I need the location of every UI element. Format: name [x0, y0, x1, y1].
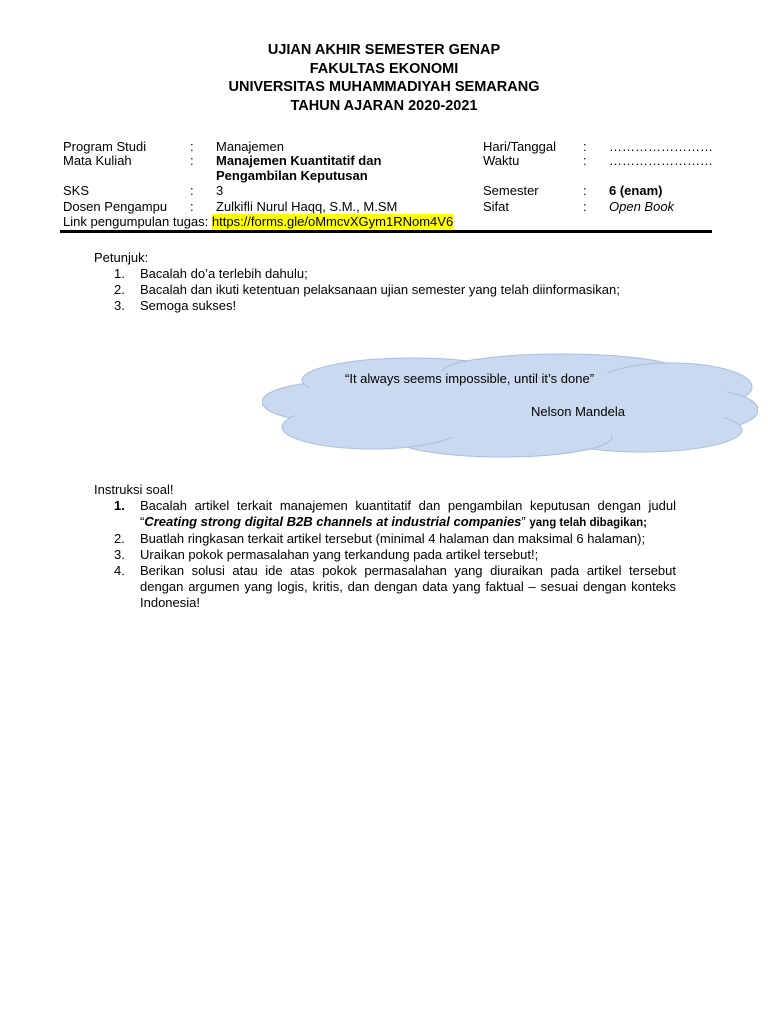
list-item [94, 282, 676, 298]
mata-kuliah-label: Mata Kuliah [63, 153, 132, 168]
dosen-value: Zulkifli Nurul Haqq, S.M., M.SM [216, 199, 398, 214]
header-line-2: FAKULTAS EKONOMI [309, 60, 459, 77]
list-item [94, 298, 676, 314]
link-row [63, 214, 453, 229]
list-item [94, 498, 676, 531]
semester-label: Semester [483, 183, 539, 198]
program-studi-label: Program Studi [63, 139, 147, 154]
closing-quote: ” [521, 514, 530, 529]
instructions-section [94, 250, 676, 314]
waktu-value: …………………… [609, 153, 713, 168]
sifat-value: Open Book [609, 199, 675, 214]
article-title: Creating strong digital B2B channels at industrial companies [144, 514, 522, 529]
dosen-label: Dosen Pengampu [63, 199, 168, 214]
submission-link[interactable]: https://forms.gle/oMmcvXGym1RNom4V6 [211, 214, 454, 229]
hari-label: Hari/Tanggal [483, 139, 556, 154]
list-text: Uraikan pokok permasalahan yang terkandung pada artikel tersebut!; [140, 547, 539, 562]
hari-value: …………………… [609, 139, 713, 154]
petunjuk-list [94, 266, 676, 314]
header-line-1: UJIAN AKHIR SEMESTER GENAP [267, 42, 501, 58]
sifat-label: Sifat [483, 199, 510, 214]
header-divider [60, 230, 712, 233]
list-item [94, 531, 676, 547]
quote-author: Nelson Mandela [531, 404, 625, 419]
colon: : [190, 183, 194, 198]
list-text: Buatlah ringkasan terkait artikel tersebut (minimal 4 halaman dan maksimal 6 halaman); [140, 531, 646, 546]
program-studi-value: Manajemen [216, 139, 284, 154]
sks-label: SKS [63, 183, 90, 198]
colon: : [190, 153, 194, 168]
colon: : [583, 139, 587, 154]
list-item [94, 563, 676, 611]
instruksi-list [94, 498, 676, 611]
question-instructions-section [94, 482, 676, 611]
quote-cloud-shape [262, 352, 758, 460]
colon: : [583, 183, 587, 198]
list-text: Berikan solusi atau ide atas pokok permasalahan yang diuraikan pada artikel tersebut dengan argumen yang logis, kritis, dan dengan data yang faktual – sesuai dengan konteks Indonesia! [140, 563, 676, 610]
sks-value: 3 [216, 183, 224, 198]
instruksi-title: Instruksi soal! [94, 482, 174, 497]
list-number: 2. [114, 531, 125, 546]
mata-kuliah-value-2: Pengambilan Keputusan [216, 168, 368, 183]
list-number: 4. [114, 563, 125, 578]
semester-value: 6 (enam) [609, 183, 663, 198]
colon: : [583, 153, 587, 168]
quote-text: “It always seems impossible, until it’s done” [345, 371, 595, 386]
list-number: 1. [114, 498, 125, 513]
exam-header [0, 41, 768, 115]
list-number: 1. [114, 266, 125, 281]
list-item [94, 266, 676, 282]
header-line-4: TAHUN AJARAN 2020-2021 [290, 97, 478, 114]
list-text: Bacalah dan ikuti ketentuan pelaksanaan ujian semester yang telah diinformasikan; [140, 282, 620, 297]
list-number: 3. [114, 298, 125, 313]
colon: : [190, 199, 194, 214]
petunjuk-title: Petunjuk: [94, 250, 149, 265]
header-line-3: UNIVERSITAS MUHAMMADIYAH SEMARANG [228, 79, 540, 95]
list-text: Semoga sukses! [140, 298, 237, 313]
list-number: 2. [114, 282, 125, 297]
list-number: 3. [114, 547, 125, 562]
colon: : [190, 139, 194, 154]
list-text: Bacalah do’a terlebih dahulu; [140, 266, 308, 281]
list-text: Bacalah artikel terkait manajemen kuantitatif dan pengambilan keputusan dengan judul “ [140, 498, 676, 529]
list-item [94, 547, 676, 563]
mata-kuliah-value-1: Manajemen Kuantitatif dan [216, 153, 382, 168]
link-label: Link pengumpulan tugas: [63, 214, 212, 229]
colon: : [583, 199, 587, 214]
waktu-label: Waktu [483, 153, 520, 168]
list-text-tail: yang telah dibagikan; [529, 517, 647, 529]
